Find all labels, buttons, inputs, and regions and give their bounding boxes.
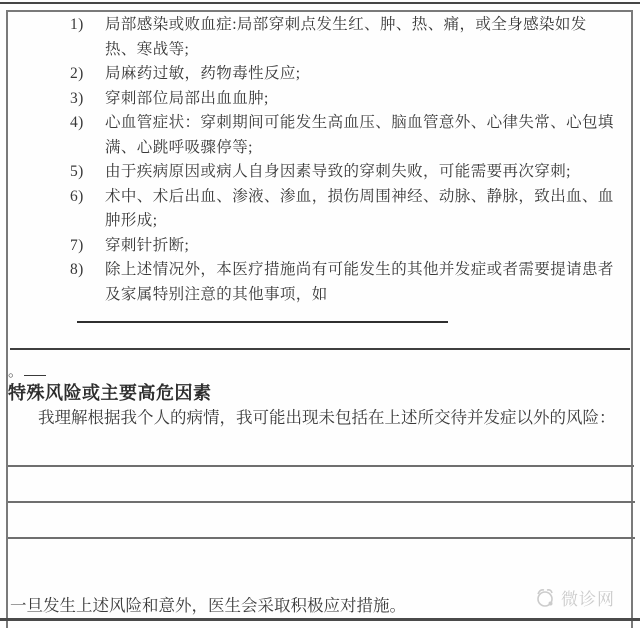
bottom-border-rule (0, 618, 640, 621)
risk-write-in-line-2 (8, 501, 635, 503)
risk-list-item (70, 13, 618, 62)
risk-item-number: 5) (70, 163, 84, 180)
sentence-end-blank (8, 360, 46, 381)
top-border-rule (0, 2, 640, 4)
risk-item-text: 由于疾病原因或病人自身因素导致的穿刺失败，可能需要再次穿刺; (105, 163, 571, 180)
risk-item-text: 穿刺针折断; (105, 236, 190, 254)
risk-item-number: 7) (70, 236, 84, 254)
section-separator-rule (10, 348, 630, 350)
risk-item-number: 1) (70, 16, 84, 33)
other-items-blank-line (77, 321, 448, 323)
risk-item-number: 2) (70, 65, 84, 82)
risk-list-item (70, 185, 618, 234)
risk-item-text: 术中、术后出血、渗液、渗血，损伤周围神经、动脉、静脉，致出血、血肿形成; (105, 187, 614, 229)
risk-list-item (70, 62, 618, 87)
risk-item-number: 6) (70, 187, 84, 205)
weizhen-logo-icon (533, 586, 557, 610)
risk-item-text: 局部感染或败血症:局部穿刺点发生红、肿、热、痛，或全身感染如发热、寒战等; (105, 16, 587, 58)
risk-item-text: 除上述情况外，本医疗措施尚有可能发生的其他并发症或者需要提请患者及家属特别注意的其他事项，如 (105, 261, 614, 303)
risk-item-text: 心血管症状：穿刺期间可能发生高血压、脑血管意外、心律失常、心包填满、心跳呼吸骤停等; (105, 114, 614, 156)
page-left-border (6, 10, 8, 628)
risk-list-item (70, 111, 618, 160)
reassurance-note: 一旦发生上述风险和意外，医生会采取积极应对措施。 (10, 597, 406, 615)
special-risk-heading: 特殊风险或主要高危因素 (8, 383, 212, 403)
list-box-top-border (6, 10, 633, 12)
risk-item-number: 8) (70, 261, 84, 278)
risk-item-number: 3) (70, 89, 84, 107)
risk-item-number: 4) (70, 114, 84, 131)
complication-risk-list (70, 13, 618, 307)
risk-list-item (70, 258, 618, 307)
risk-item-text: 局麻药过敏，药物毒性反应; (105, 65, 301, 82)
special-risk-statement: 我理解根据我个人的病情，我可能出现未包括在上述所交待并发症以外的风险： (38, 409, 616, 427)
watermark (533, 585, 615, 610)
watermark-text: 微诊网 (561, 590, 615, 609)
risk-list-item (70, 87, 618, 112)
risk-list-item (70, 160, 618, 185)
period-mark: 。 (8, 364, 24, 380)
risk-list-item (70, 234, 618, 259)
risk-item-text: 穿刺部位局部出血血肿; (105, 89, 269, 107)
risk-write-in-line-3 (8, 537, 635, 539)
risk-write-in-line-1 (8, 465, 634, 467)
short-blank-line (24, 374, 46, 376)
page-right-border (631, 10, 633, 628)
